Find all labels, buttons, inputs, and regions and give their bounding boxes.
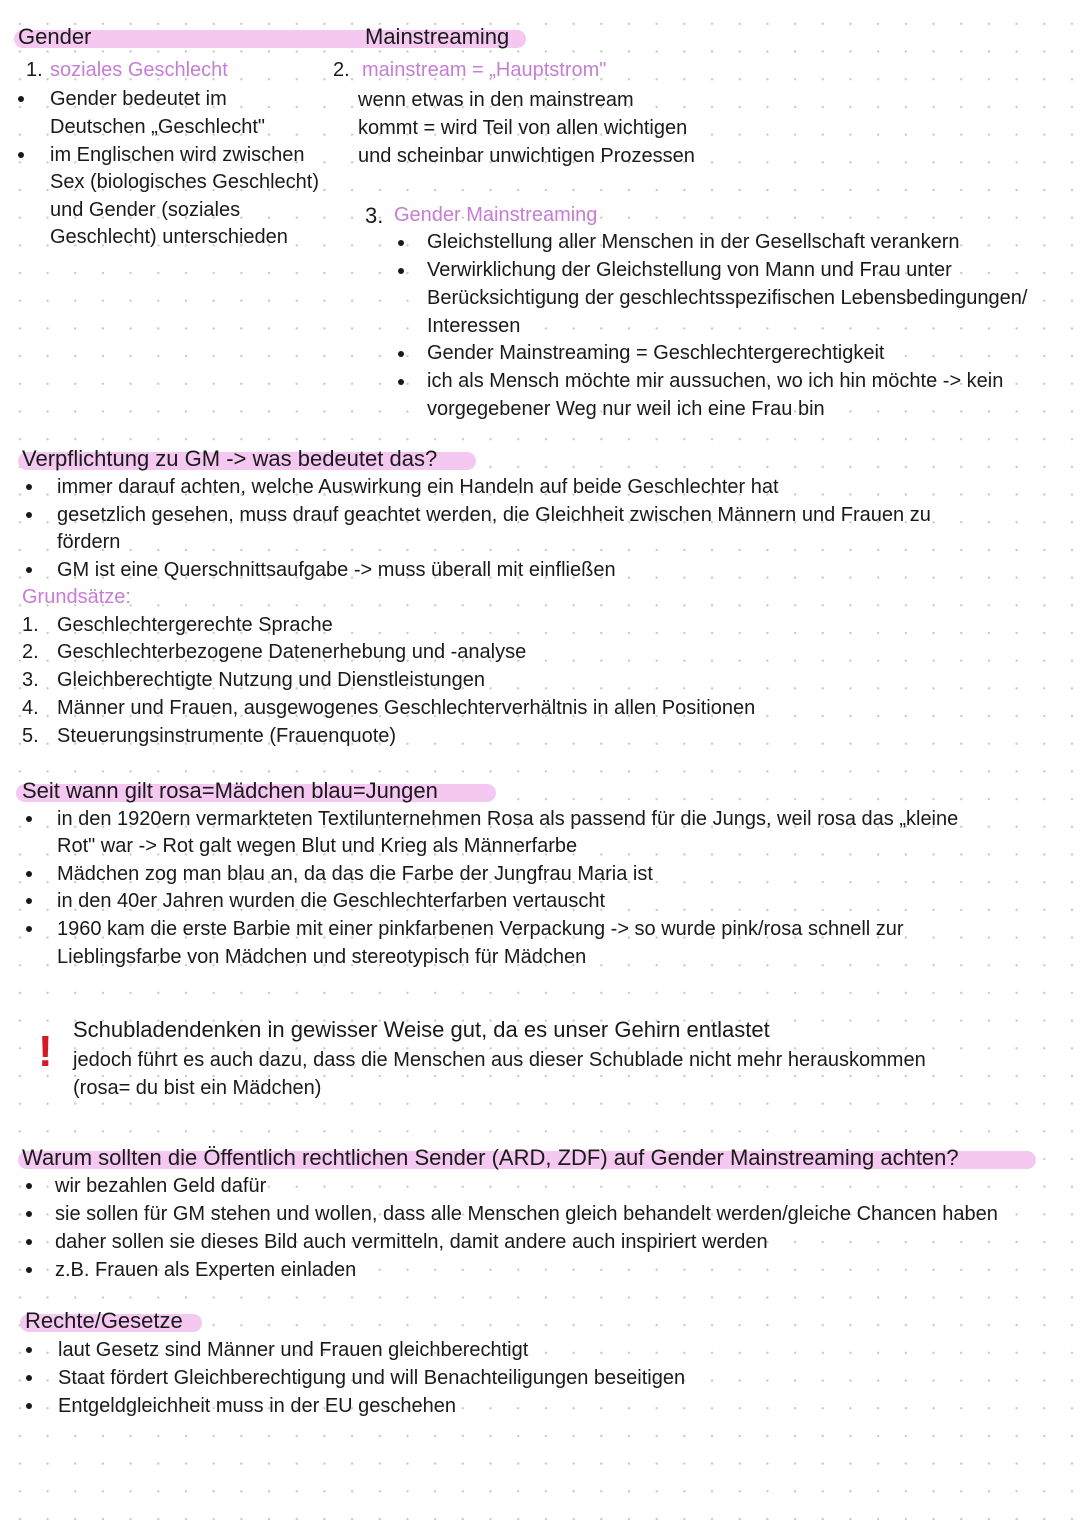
sender-line: wir bezahlen Geld dafür [55, 1175, 267, 1197]
bullet [398, 379, 404, 385]
farben-line: Mädchen zog man blau an, da das die Farbe der Jungfrau Maria ist [57, 863, 653, 885]
farben-heading: Seit wann gilt rosa=Mädchen blau=Jungen [22, 778, 438, 803]
verpflichtung-heading: Verpflichtung zu GM -> was bedeutet das? [22, 446, 438, 471]
bullet [26, 1347, 32, 1353]
bullet [26, 1403, 32, 1409]
bullet [26, 1183, 32, 1189]
exclamation-icon: ! [38, 1027, 53, 1076]
bullet [26, 512, 32, 518]
rechte-line: Entgeldgleichheit muss in der EU geschehen [58, 1395, 457, 1417]
col1-line: Gender bedeutet im [50, 88, 227, 110]
farben-line: Lieblingsfarbe von Mädchen und stereotypisch für Mädchen [57, 946, 587, 968]
bullet [26, 1375, 32, 1381]
col3-line: Berücksichtigung der geschlechtsspezifischen Lebensbedingungen/ [427, 287, 1028, 309]
bullet [26, 1211, 32, 1217]
bullet [398, 240, 404, 246]
bullet [26, 871, 32, 877]
col2-line: kommt = wird Teil von allen wichtigen [358, 117, 688, 139]
grundsatz-number: 2. [22, 641, 39, 663]
bullet [26, 567, 32, 573]
grundsatz-number: 1. [22, 614, 39, 636]
farben-line: in den 40er Jahren wurden die Geschlechterfarben vertauscht [57, 890, 606, 912]
verpflichtung-line: immer darauf achten, welche Auswirkung ein Handeln auf beide Geschlechter hat [57, 476, 779, 498]
col3-line: Gender Mainstreaming = Geschlechtergerechtigkeit [427, 342, 885, 364]
grundsatz-number: 4. [22, 697, 39, 719]
col2-heading: mainstream = „Hauptstrom" [362, 59, 607, 81]
farben-line: in den 1920ern vermarkteten Textilunternehmen Rosa als passend für die Jungs, weil rosa das „kleine [57, 808, 959, 830]
note-line: Schubladendenken in gewisser Weise gut, da es unser Gehirn entlastet [73, 1017, 770, 1042]
verpflichtung-line: GM ist eine Querschnittsaufgabe -> muss überall mit einfließen [57, 559, 616, 581]
verpflichtung-line: fördern [57, 531, 121, 553]
sender-line: z.B. Frauen als Experten einladen [55, 1259, 357, 1281]
bullet [26, 1239, 32, 1245]
col3-line: Verwirklichung der Gleichstellung von Mann und Frau unter [427, 259, 952, 281]
col2-line: und scheinbar unwichtigen Prozessen [358, 145, 695, 167]
bullet [398, 351, 404, 357]
bullet [26, 484, 32, 490]
col3-line: Gleichstellung aller Menschen in der Gesellschaft verankern [427, 231, 960, 253]
bullet [18, 96, 24, 102]
col3-heading: Gender Mainstreaming [394, 204, 598, 226]
grundsatz-text: Geschlechtergerechte Sprache [57, 614, 333, 636]
grundsatz-number: 3. [22, 669, 39, 691]
title-gender: Gender [18, 24, 92, 49]
col1-number: 1. [26, 59, 43, 81]
grundsatz-text: Männer und Frauen, ausgewogenes Geschlechterverhältnis in allen Positionen [57, 697, 756, 719]
col1-heading: soziales Geschlecht [50, 59, 228, 81]
col1-line: und Gender (soziales [50, 199, 241, 221]
note-line: jedoch führt es auch dazu, dass die Menschen aus dieser Schublade nicht mehr herauskommen [73, 1049, 926, 1071]
bullet [26, 1267, 32, 1273]
sender-line: daher sollen sie dieses Bild auch vermitteln, damit andere auch inspiriert werden [55, 1231, 768, 1253]
col2-number: 2. [333, 59, 350, 81]
bullet [26, 926, 32, 932]
col1-line: Deutschen „Geschlecht" [50, 116, 265, 138]
verpflichtung-line: gesetzlich gesehen, muss drauf geachtet werden, die Gleichheit zwischen Männern und Frauen zu [57, 504, 931, 526]
farben-line: Rot" war -> Rot galt wegen Blut und Krieg als Männerfarbe [57, 835, 578, 857]
rechte-line: laut Gesetz sind Männer und Frauen gleichberechtigt [58, 1339, 529, 1361]
grundsatz-text: Steuerungsinstrumente (Frauenquote) [57, 725, 397, 747]
bullet [18, 152, 24, 158]
col3-line: vorgegebener Weg nur weil ich eine Frau bin [427, 398, 825, 420]
grundsatz-text: Gleichberechtigte Nutzung und Dienstleistungen [57, 669, 486, 691]
grundsatz-text: Geschlechterbezogene Datenerhebung und -analyse [57, 641, 527, 663]
rechte-heading: Rechte/Gesetze [25, 1308, 183, 1333]
col2-line: wenn etwas in den mainstream [358, 89, 634, 111]
farben-line: 1960 kam die erste Barbie mit einer pinkfarbenen Verpackung -> so wurde pink/rosa schnell zur [57, 918, 904, 940]
col1-line: Geschlecht) unterschieden [50, 226, 288, 248]
note-line: (rosa= du bist ein Mädchen) [73, 1077, 322, 1099]
col3-line: Interessen [427, 315, 521, 337]
bullet [26, 898, 32, 904]
col1-line: Sex (biologisches Geschlecht) [50, 171, 320, 193]
rechte-line: Staat fördert Gleichberechtigung und will Benachteiligungen beseitigen [58, 1367, 686, 1389]
col3-line: ich als Mensch möchte mir aussuchen, wo ich hin möchte -> kein [427, 370, 1004, 392]
sender-line: sie sollen für GM stehen und wollen, dass alle Menschen gleich behandelt werden/gleiche Chancen haben [55, 1203, 998, 1225]
sender-heading: Warum sollten die Öffentlich rechtlichen Sender (ARD, ZDF) auf Gender Mainstreaming achten? [22, 1145, 959, 1170]
col1-line: im Englischen wird zwischen [50, 144, 305, 166]
grundsatz-number: 5. [22, 725, 39, 747]
bullet [398, 268, 404, 274]
title-mainstreaming: Mainstreaming [365, 24, 510, 49]
bullet [26, 816, 32, 822]
col3-number: 3. [365, 203, 384, 228]
grundsaetze-heading: Grundsätze: [22, 586, 131, 608]
